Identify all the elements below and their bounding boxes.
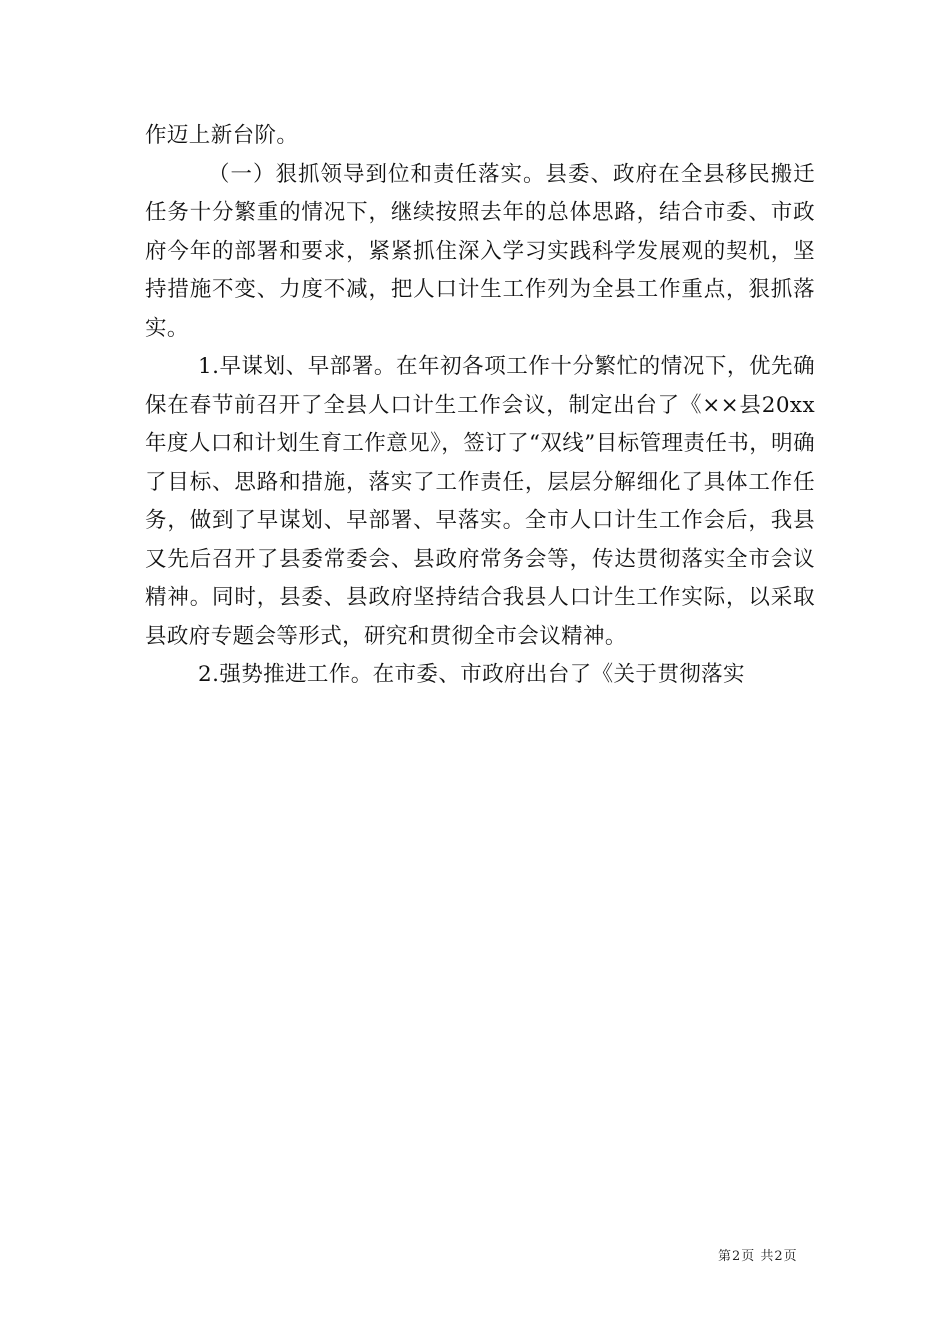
document-body bbox=[145, 117, 815, 695]
paragraph-continuation: 作迈上新台阶。 bbox=[145, 123, 299, 148]
paragraph-item-one: 1.早谋划、早部署。在年初各项工作十分繁忙的情况下，优先确保在春节前召开了全县人口计生工作会议，制定出台了《××县20xx年度人口和计划生育工作意见》，签订了“双线”目标管理责任书，明确了目标、思路和措施，落实了工作责任，层层分解细化了具体工作任务，做到了早谋划、早部署、早落实。全市人口计生工作会后，我县又先后召开了县委常委会、县政府常务会等，传达贯彻落实全市会议精神。同时，县委、县政府坚持结合我县人口计生工作实际，以采取县政府专题会等形式，研究和贯彻全市会议精神。 bbox=[145, 354, 815, 649]
page-number-footer: 第2页 共2页 bbox=[718, 1249, 798, 1264]
paragraph-section-one: （一）狠抓领导到位和责任落实。县委、政府在全县移民搬迁任务十分繁重的情况下，继续按照去年的总体思路，结合市委、市政府今年的部署和要求，紧紧抓住深入学习实践科学发展观的契机，坚持措施不变、力度不减，把人口计生工作列为全县工作重点，狠抓落实。 bbox=[145, 161, 815, 341]
paragraph-item-two: 2.强势推进工作。在市委、市政府出台了《关于贯彻落实 bbox=[198, 662, 745, 687]
